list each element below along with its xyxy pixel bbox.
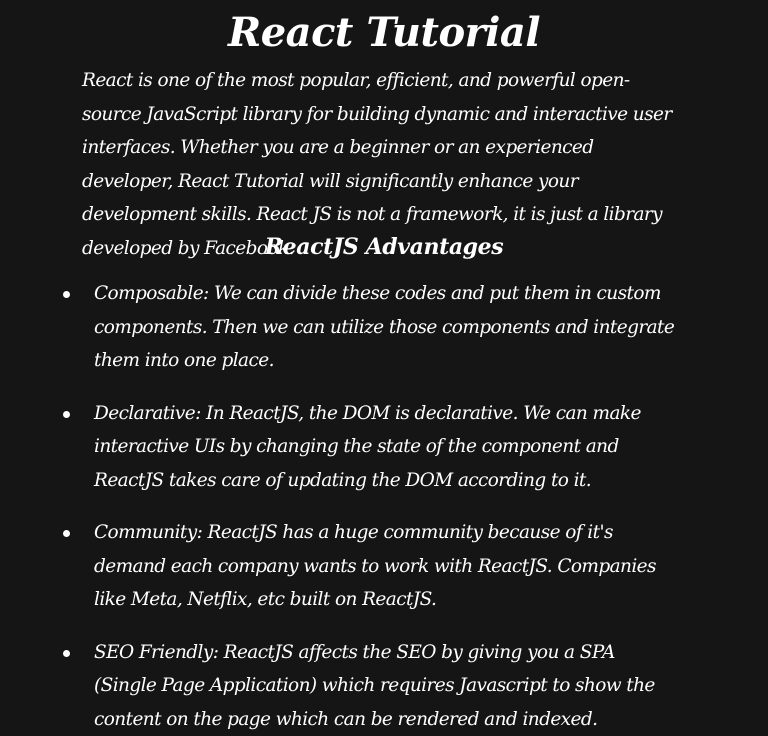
advantage-item-declarative	[58, 397, 678, 498]
bullet-icon	[63, 650, 70, 657]
advantage-text: Composable: We can divide these codes and put them in custom components. Then we can utilize those components and integrate them into one place.	[94, 283, 674, 371]
advantage-text: SEO Friendly: ReactJS affects the SEO by giving you a SPA (Single Page Application) which requires Javascript to show the content on the page which can be rendered and indexed.	[94, 642, 655, 730]
bullet-icon	[63, 530, 70, 537]
bullet-icon	[63, 291, 70, 298]
section-heading: ReactJS Advantages	[0, 230, 768, 264]
bullet-icon	[63, 411, 70, 418]
advantage-item-composable	[58, 277, 678, 378]
intro-paragraph: React is one of the most popular, efficient, and powerful open-source JavaScript library for building dynamic and interactive user interfaces. Whether you are a beginner or an experienced developer, React Tutorial will significantly enhance your development skills. React JS is not a framework, it is just a library developed by Facebook.	[82, 64, 688, 265]
advantage-item-seo-friendly	[58, 636, 678, 736]
advantage-text: Community: ReactJS has a huge community because of it's demand each company wants to work with ReactJS. Companies like Meta, Netflix, etc built on ReactJS.	[94, 522, 656, 610]
advantages-list	[58, 277, 678, 736]
advantage-item-community	[58, 516, 678, 617]
page-title: React Tutorial	[0, 6, 768, 60]
advantage-text: Declarative: In ReactJS, the DOM is declarative. We can make interactive UIs by changing the state of the component and ReactJS takes care of updating the DOM according to it.	[94, 403, 641, 491]
